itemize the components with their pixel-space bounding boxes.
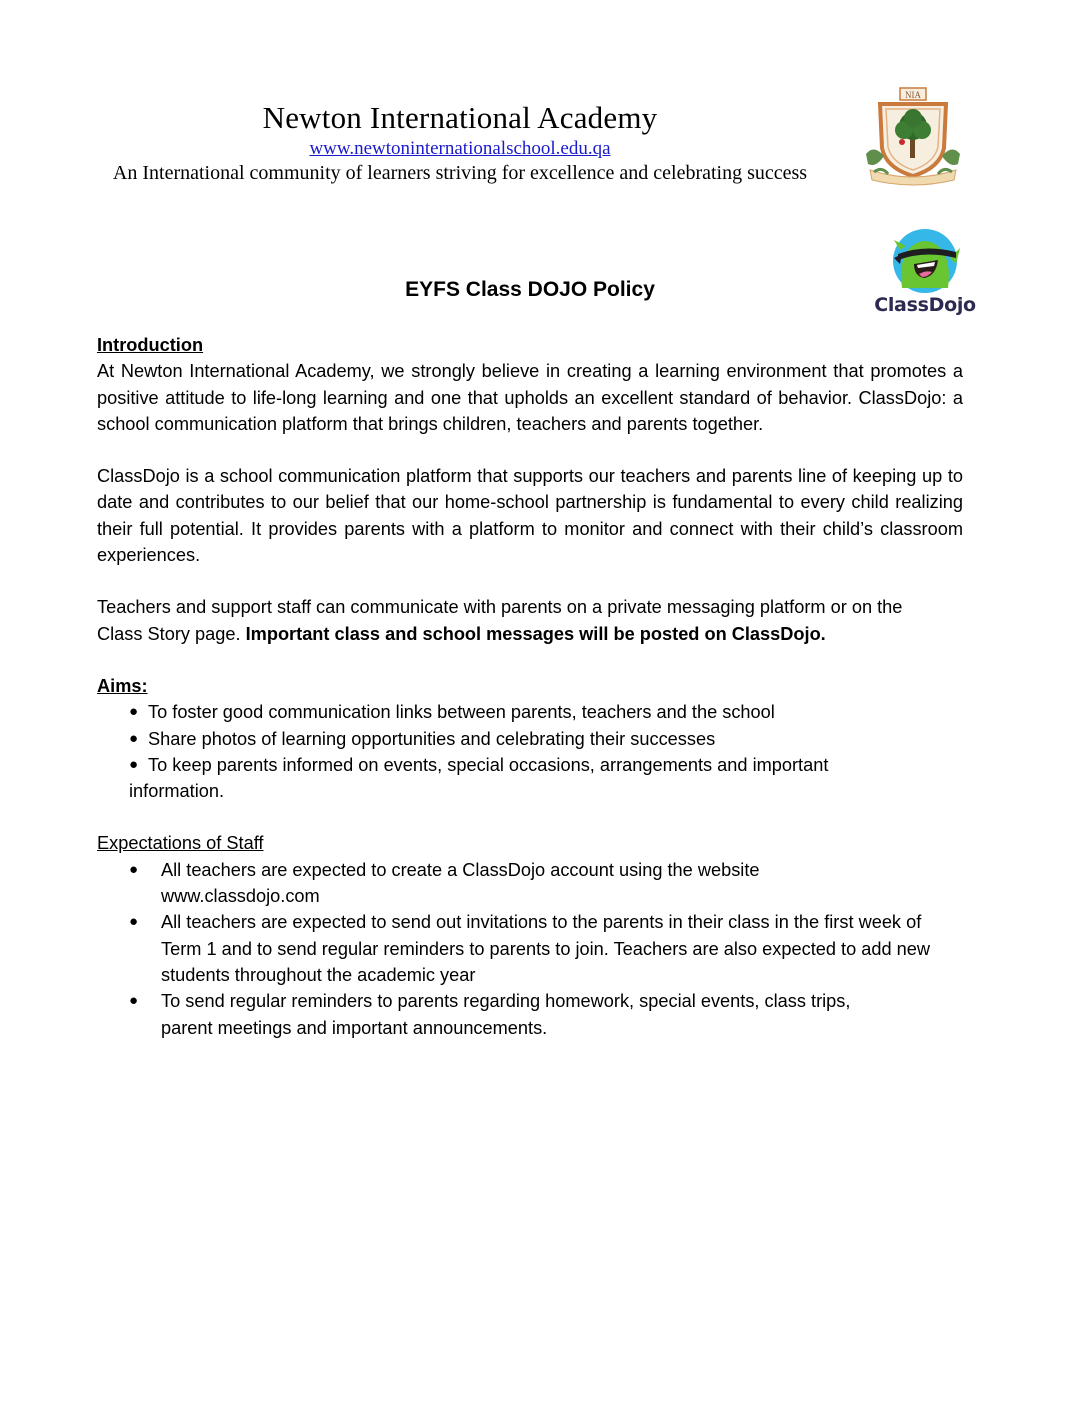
school-tagline: An International community of learners striving for excellence and celebrating success bbox=[112, 162, 808, 184]
bullet-icon: ● bbox=[129, 755, 139, 773]
list-item: ● Share photos of learning opportunities and celebrating their successes bbox=[97, 726, 963, 752]
list-item: ● To keep parents informed on events, special occasions, arrangements and important bbox=[97, 752, 963, 778]
messaging-text: Teachers and support staff can communicate with parents on a private messaging platform or on the Class Story page. bbox=[97, 597, 903, 644]
messaging-paragraph bbox=[97, 594, 963, 647]
list-item: ● To foster good communication links between parents, teachers and the school bbox=[97, 699, 963, 725]
introduction-paragraph-2: ClassDojo is a school communication platform that supports our teachers and parents line of keeping up to date and contributes to our belief that our home-school partnership is fundamental to every child realizing their full potential. It provides parents with a platform to monitor and connect with their child’s classroom experiences. bbox=[97, 466, 963, 566]
bullet-icon: ● bbox=[129, 913, 139, 931]
list-item: ● To send regular reminders to parents regarding homework, special events, class trips, parent meetings and important announcements. bbox=[97, 988, 957, 1041]
nia-school-crest-icon bbox=[862, 84, 964, 190]
bullet-icon: ● bbox=[129, 703, 139, 721]
bullet-icon: ● bbox=[129, 992, 139, 1010]
aims-heading: Aims: bbox=[97, 675, 148, 696]
introduction-paragraph-1: At Newton International Academy, we strongly believe in creating a learning environment that promotes a positive attitude to life-long learning and one that upholds an excellent standard of behavior. ClassDojo: a school communication platform that brings children, teachers and parents together. bbox=[97, 361, 963, 434]
crest-text: NIA bbox=[905, 90, 921, 100]
classdojo-wordmark: ClassDojo bbox=[874, 294, 976, 316]
list-item: ● All teachers are expected to send out invitations to the parents in their class in the first week of Term 1 and to send regular reminders to parents to join. Teachers are also expected to add new students throughout the academic year bbox=[97, 909, 957, 988]
list-item: ● All teachers are expected to create a ClassDojo account using the website www.classdojo.com bbox=[97, 857, 957, 910]
document-title: EYFS Class DOJO Policy bbox=[405, 278, 655, 301]
school-name: Newton International Academy bbox=[262, 100, 658, 135]
classdojo-logo bbox=[872, 228, 978, 322]
bullet-icon: ● bbox=[129, 860, 139, 878]
school-website-link[interactable]: www.newtoninternationalschool.edu.qa bbox=[309, 138, 611, 159]
letterhead bbox=[100, 98, 820, 186]
expectations-list bbox=[97, 857, 957, 1041]
document-body bbox=[97, 332, 963, 1041]
expectations-heading: Expectations of Staff bbox=[97, 833, 264, 854]
list-item-continuation: information. bbox=[129, 781, 225, 802]
aims-list bbox=[97, 699, 963, 804]
classdojo-monster-icon bbox=[872, 228, 978, 294]
bullet-icon: ● bbox=[129, 729, 139, 747]
introduction-heading: Introduction bbox=[97, 335, 204, 355]
messaging-bold-text: Important class and school messages will be posted on ClassDojo. bbox=[245, 623, 826, 644]
